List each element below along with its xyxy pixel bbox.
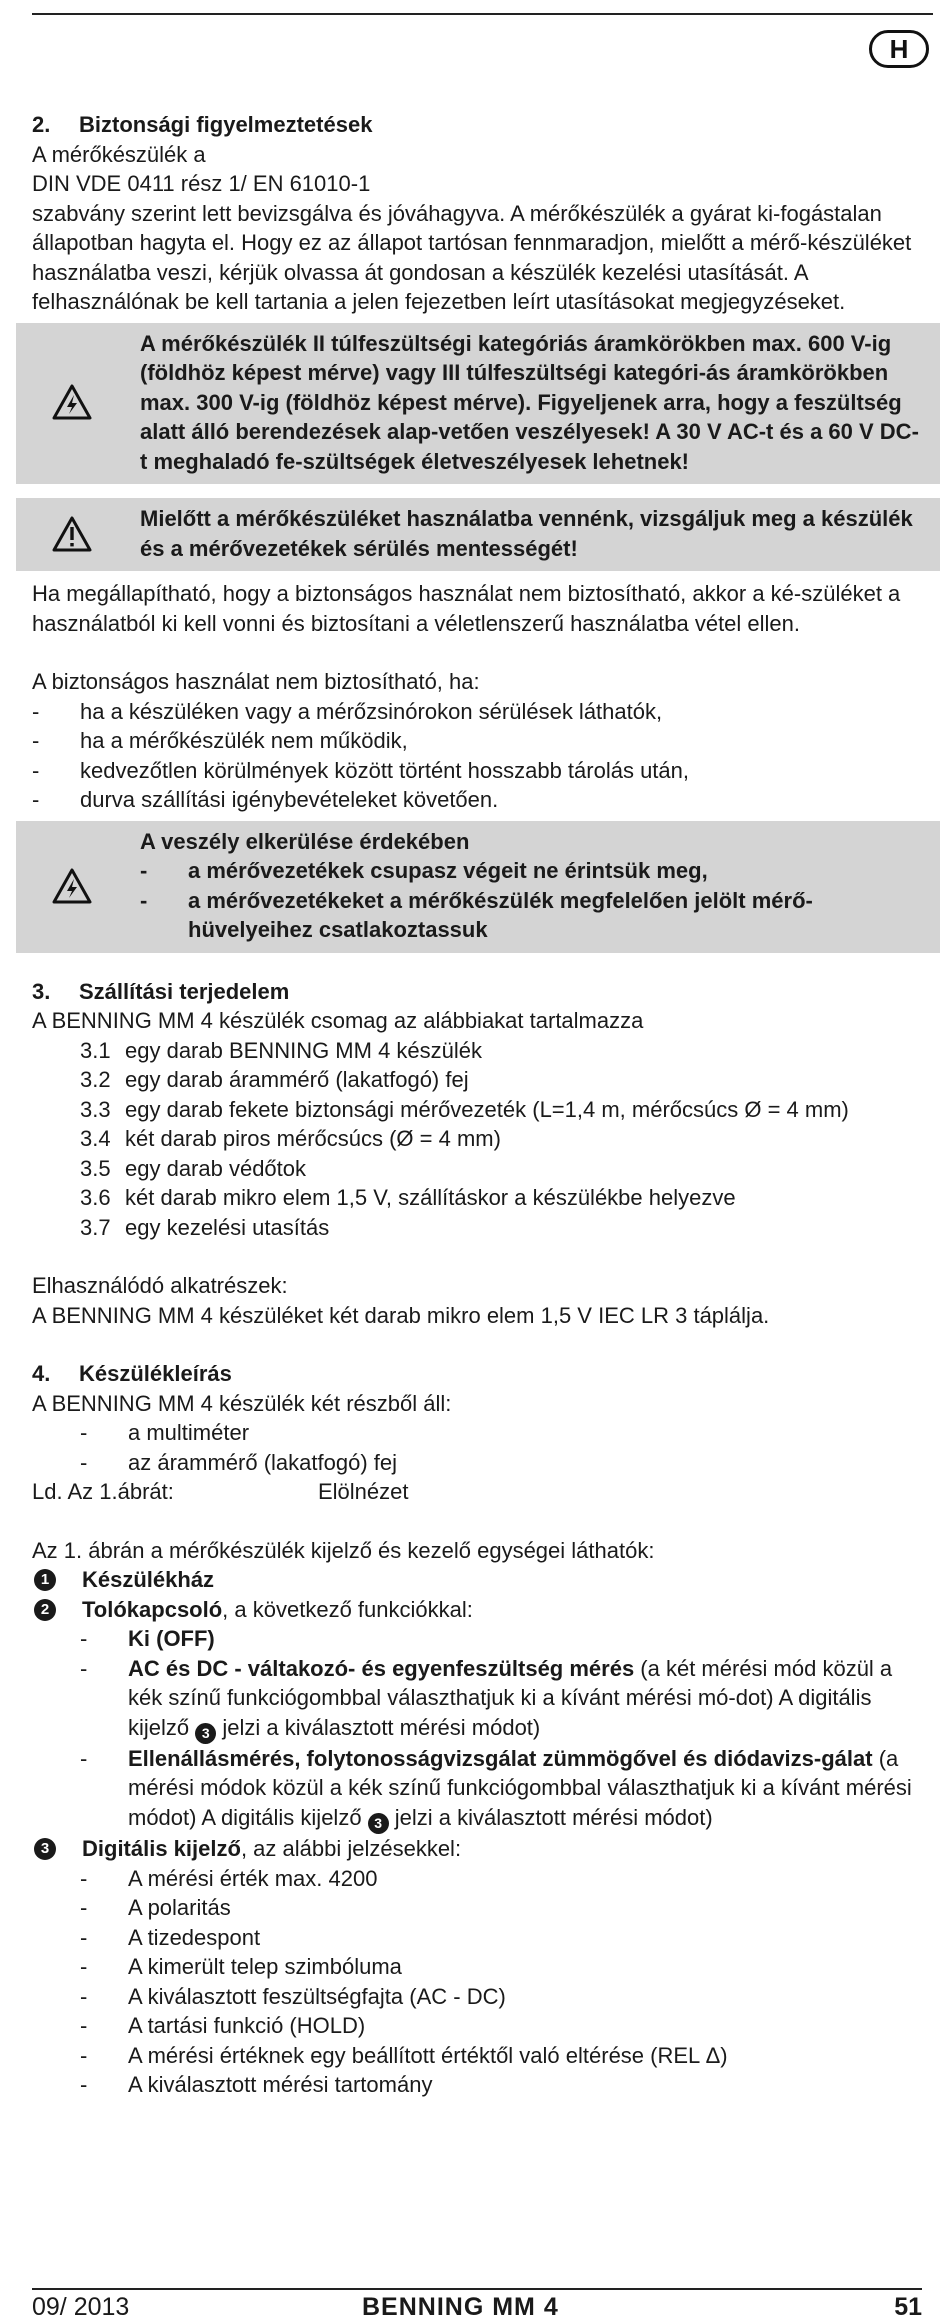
- page-number: 51: [894, 2293, 922, 2321]
- warning-item: - a mérővezetékek csupasz végeit ne érintsük meg,: [140, 858, 708, 883]
- device-part-1: 1 Készülékház: [32, 1565, 922, 1595]
- display-item: - A tizedespont: [80, 1924, 261, 1950]
- delivery-item: 3.2 egy darab árammérő (lakatfogó) fej: [80, 1067, 469, 1092]
- delivery-item: 3.4 két darab piros mérőcsúcs (Ø = 4 mm): [80, 1126, 501, 1151]
- device-part-2: 2 Tolókapcsoló, a következő funkciókkal:: [32, 1595, 922, 1625]
- display-item: - A kimerült telep szimbóluma: [80, 1954, 402, 1979]
- paragraph: A mérőkészülék a: [32, 141, 206, 167]
- section-title: Szállítási terjedelem: [79, 978, 290, 1004]
- section-title: Biztonsági figyelmeztetések: [79, 112, 373, 137]
- display-item: - A kiválasztott mérési tartomány: [80, 2072, 433, 2097]
- section-title: Készülékleírás: [79, 1361, 232, 1386]
- display-item: - A mérési értéknek egy beállított értéktől való eltérése (REL Δ): [80, 2042, 728, 2068]
- warning-text: Mielőtt a mérőkészüléket használatba vennénk, vizsgáljuk meg a készülék és a mérővezetékek sérülés mentességét!: [140, 506, 913, 561]
- delivery-item: 3.7 egy kezelési utasítás: [80, 1214, 330, 1240]
- list-item: - durva szállítási igénybevételeket követően.: [32, 787, 499, 812]
- paragraph: állapotban hagyta el. Hogy ez az állapot tartósan fennmaradjon, mielőtt a mérő-készüléket használatba veszi, kérjük olvassa át gondosan a készülék kezelési utasítását. A felhasználónak be kell tartania a jelen fejezetben leírt utasításokat megjegyzéseket.: [32, 230, 912, 314]
- display-item: - A tartási funkció (HOLD): [80, 2013, 366, 2038]
- number-marker-icon: 2: [34, 1599, 56, 1621]
- paragraph: A BENNING MM 4 készülék két részből áll:: [32, 1390, 452, 1416]
- section-number: 4.: [32, 1361, 51, 1386]
- paragraph: Az 1. ábrán a mérőkészülék kijelző és kezelő egységei láthatók:: [32, 1537, 655, 1563]
- delivery-item: 3.3 egy darab fekete biztonsági mérővezeték (L=1,4 m, mérőcsúcs Ø = 4 mm): [80, 1096, 849, 1122]
- display-item: - A kiválasztott feszültségfajta (AC - DC): [80, 1983, 506, 2009]
- warning-box-inspection: [16, 498, 940, 571]
- list-item: - az árammérő (lakatfogó) fej: [80, 1449, 397, 1475]
- footer-brand: BENNING MM 4: [362, 2293, 559, 2321]
- delivery-item: 3.5 egy darab védőtok: [80, 1155, 307, 1181]
- section-4-heading: [32, 1359, 922, 1389]
- warning-item: - a mérővezetékeket a mérőkészülék megfelelően jelölt mérő-hüvelyeihez csatlakoztassuk: [140, 887, 813, 942]
- top-rule: [32, 13, 933, 15]
- section-number: 3.: [32, 978, 51, 1004]
- device-part-3: 3 Digitális kijelző, az alábbi jelzésekkel:: [32, 1834, 922, 1864]
- delivery-item: 3.6 két darab mikro elem 1,5 V, szállításkor a készülékbe helyezve: [80, 1185, 736, 1210]
- number-marker-icon: 1: [34, 1569, 56, 1591]
- high-voltage-warning-icon: [32, 384, 140, 420]
- section-number: 2.: [32, 112, 51, 137]
- number-marker-icon: 3: [368, 1813, 389, 1834]
- footer-rule: [32, 2288, 922, 2290]
- number-marker-icon: 3: [195, 1723, 216, 1744]
- paragraph: Elhasználódó alkatrészek:: [32, 1273, 288, 1298]
- standard-reference: DIN VDE 0411 rész 1/ EN 61010-1: [32, 171, 371, 196]
- list-item: - a multiméter: [80, 1420, 250, 1445]
- paragraph: A BENNING MM 4 készüléket két darab mikro elem 1,5 V IEC LR 3 táplálja.: [32, 1302, 770, 1328]
- paragraph: A BENNING MM 4 készülék csomag az alábbiakat tartalmazza: [32, 1008, 644, 1033]
- function-item: - Ki (OFF): [80, 1626, 215, 1651]
- function-item: - Ellenállásmérés, folytonosságvizsgálat zümmögővel és diódavizs-gálat (a mérési módok közül a kék színű funkciógombbal választhatjuk ki a kívánt mérési módot) A digitális kijelző 3 jelzi a kiválasztott mérési módot): [32, 1744, 922, 1834]
- list-item: - kedvezőtlen körülmények között történt hosszabb tárolás után,: [32, 757, 690, 783]
- list-item: - ha a készüléken vagy a mérőzsinórokon sérülések láthatók,: [32, 698, 663, 724]
- warning-text: [140, 827, 924, 945]
- display-item: - A mérési érték max. 4200: [80, 1865, 378, 1891]
- display-item: - A polaritás: [80, 1895, 231, 1920]
- caution-icon: [32, 516, 140, 552]
- paragraph: Ha megállapítható, hogy a biztonságos használat nem biztosítható, akkor a ké-szüléket a használatból ki kell vonni és biztosítani a véletlenszerű használatba vétel ellen.: [32, 581, 901, 636]
- paragraph: A biztonságos használat nem biztosítható, ha:: [32, 669, 480, 694]
- warning-box-danger: [16, 821, 940, 953]
- warning-text: A mérőkészülék II túlfeszültségi kategóriás áramkörökben max. 600 V-ig (földhöz képest mérve) vagy III túlfeszültségi kategóri-ás áramkörökben max. 300 V-ig (földhöz képest mérve). Figyeljenek arra, hogy a feszültség alatt álló berendezések alap-vetően veszélyesek! A 30 V AC-t és a 60 V DC-t meghaladó fe-szültségek életveszélyesek lehetnek!: [140, 330, 919, 474]
- language-badge: H: [869, 30, 929, 68]
- footer-date: 09/ 2013: [32, 2293, 130, 2321]
- page-content: [32, 110, 922, 2100]
- warning-box-overvoltage: [16, 323, 940, 485]
- delivery-item: 3.1 egy darab BENNING MM 4 készülék: [80, 1037, 483, 1063]
- page-footer: [32, 2285, 922, 2321]
- section-2-heading: [32, 110, 922, 140]
- figure-reference: Ld. Az 1.ábrát: Elölnézet: [32, 1479, 409, 1504]
- warning-title: A veszély elkerülése érdekében: [140, 828, 470, 854]
- list-item: - ha a mérőkészülék nem működik,: [32, 728, 408, 753]
- section-3-heading: [32, 977, 922, 1007]
- high-voltage-warning-icon: [32, 868, 140, 904]
- number-marker-icon: 3: [34, 1838, 56, 1860]
- paragraph: szabvány szerint lett bevizsgálva és jóváhagyva. A mérőkészülék a gyárat ki-fogástalan: [32, 200, 882, 226]
- function-item: - AC és DC - váltakozó- és egyenfeszültség mérés (a két mérési mód közül a kék színű funkciógombbal választhatjuk ki a kívánt mérési mó-dot) A digitális kijelző 3 jelzi a kiválasztott mérési módot): [32, 1654, 922, 1744]
